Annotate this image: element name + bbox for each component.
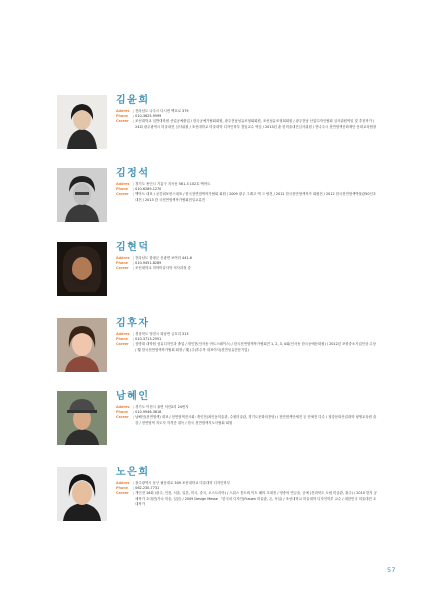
profile-photo	[57, 168, 107, 222]
phone-value: 010-9451-8289	[135, 261, 162, 266]
profile-photo	[57, 391, 107, 445]
separator: |	[133, 486, 135, 491]
career-label: Career	[116, 415, 129, 420]
portrait-image	[57, 242, 107, 296]
career-value: 맥아트 대표 / 공간퍼포먼스대표 / 한국천연염색작가협회 회원 / 2009 광주 그레고 엑 그 랑전 / 2012 한국천연염색작가 회원전 / 2012 한국천연염색박물관50인초대전 / 2013 한 국천연염색작가협회천일교류전	[135, 192, 377, 202]
phone-value: 010-3625-9599	[135, 114, 162, 119]
address-label: Addres	[116, 405, 130, 409]
address-value: 전라남도 나주시 다시면 백호로 379	[135, 109, 189, 113]
career-label: Career	[116, 266, 129, 271]
separator: |	[133, 481, 135, 485]
phone-label: Phone	[116, 337, 128, 342]
address-value: 경기도 이천시 율면 석산2리 24번지	[135, 405, 189, 409]
career-label: Career	[116, 342, 129, 347]
phone-value: 062-230-7731	[135, 486, 160, 491]
portrait-image	[57, 391, 107, 445]
phone-label: Phone	[116, 486, 128, 491]
profile-photo	[57, 318, 107, 372]
phone-value: 010-3713-2551	[135, 337, 162, 342]
career-row	[116, 415, 378, 425]
separator: |	[133, 337, 135, 342]
portrait-image	[57, 467, 107, 521]
career-label: Career	[116, 192, 129, 197]
address-value: 경상북도 영천시 화남면 금호리 313	[135, 332, 189, 336]
profile-info	[116, 391, 378, 426]
address-label: Addres	[116, 182, 130, 186]
address-label: Addres	[116, 109, 130, 113]
separator: |	[133, 192, 135, 197]
person-name: 김윤희	[116, 95, 150, 106]
separator: |	[133, 332, 135, 336]
separator: |	[133, 182, 135, 186]
profile-photo	[57, 95, 107, 149]
career-value: 상명대 대학원 섬유디자인과 졸업 / 개인전(인사동 아트스페이스) / 한국천연염색작가협회전 1, 2, 3, 4회(인사동 한국공예문화원) / 2012년 포항중소기업인상 수상 / 現 한국천연염색작가협회 회장 / 現 (주)후수목 대표이사(천연섬유전문기업)	[135, 342, 376, 352]
profile-info	[116, 95, 378, 130]
address-label: Addres	[116, 332, 130, 336]
separator: |	[133, 187, 135, 192]
career-row	[116, 491, 378, 507]
phone-label: Phone	[116, 114, 128, 119]
phone-label: Phone	[116, 187, 128, 192]
separator: |	[133, 410, 135, 415]
career-row	[116, 192, 378, 202]
page-number: 57	[387, 566, 396, 574]
separator: |	[133, 114, 135, 119]
career-row	[116, 342, 378, 352]
separator: |	[133, 261, 135, 266]
person-name: 김정석	[116, 168, 150, 179]
career-row	[116, 266, 378, 271]
career-value: 남해인(천연염색) 대표 / 천연염색전시회: 개인전(최인동미술관, 수원미술관, 경기도문화의전당) / 천연염색단체전 등 단체전 다수 / 청강문화산업대학 평생교육원 출강 / 천연염색 지도사 자격증 취득 / 한국 천연염색지도사협회 회원	[135, 415, 377, 425]
phone-value: 010-9946-3618	[135, 410, 162, 415]
separator: |	[133, 491, 135, 496]
phone-label: Phone	[116, 261, 128, 266]
separator: |	[133, 109, 135, 113]
person-name: 남혜인	[116, 391, 150, 402]
separator: |	[133, 256, 135, 260]
profile-info	[116, 168, 378, 203]
address-value: 광주광역시 동구 필문대로 309 조선대학교 미술대학 디자인학부	[135, 481, 230, 485]
portrait-image	[57, 168, 107, 222]
separator: |	[133, 266, 135, 271]
separator: |	[133, 405, 135, 409]
person-name: 김현덕	[116, 242, 150, 253]
profile-info	[116, 242, 378, 272]
separator: |	[133, 415, 135, 420]
portrait-image	[57, 318, 107, 372]
career-row	[116, 119, 378, 129]
career-label: Career	[116, 119, 129, 124]
address-label: Addres	[116, 256, 130, 260]
phone-value: 010-6289-1270	[135, 187, 162, 192]
separator: |	[133, 119, 135, 124]
address-value: 경기도 용인시 기흥구 지곡동 561-3 102호 맥아트	[135, 182, 211, 186]
separator: |	[133, 342, 135, 347]
address-label: Addres	[116, 481, 130, 485]
career-value: 조선대학교 일반대학원 산업공예졸업 / 한국공예가협회회원, 광주전남섬유조형회회원, 조선섬유조형회회원 / 광주전남 산업디자인협회 심사위원역임 및 추천작가 / 24회 광주광역시 미술대전 심사위원 / 조선대학교 미술대학 디자인학부 겸임교수 역임 / 2013년 춘 한미술대전심사위원 / 현나주시 천연염색문화재단 문화교육팀장	[135, 119, 377, 129]
profile-photo	[57, 467, 107, 521]
address-value: 전라남도 함평군 신광면 보여리 441-6	[135, 256, 192, 260]
career-value: 조선대학교 미학미술사학 석사과정 중	[135, 266, 191, 271]
person-name: 노은희	[116, 467, 150, 478]
profile-info	[116, 318, 378, 353]
profile-photo	[57, 242, 107, 296]
profile-info	[116, 467, 378, 507]
career-value: 개인전 16회 (광주, 인천, 서울, 일본, 미국, 중국, 오스트리아) / 스위스 몽트뢰 이트 페어 초대전 / 영종의 연금술, 공예 (전라북도 도립 미술관, 광주) / 2010 한지 공예작가 초대전(가나 미술, 일본) / 2009 Design Messe 「한국의 디자인(Frauen 미술관, 존, 독일) / 조선대학교 미술대학 디자인학부 교수 / 대한민국 미술대전 초대작가	[135, 491, 377, 506]
career-label: Career	[116, 491, 129, 496]
person-name: 김후자	[116, 318, 150, 329]
phone-label: Phone	[116, 410, 128, 415]
portrait-image	[57, 95, 107, 149]
